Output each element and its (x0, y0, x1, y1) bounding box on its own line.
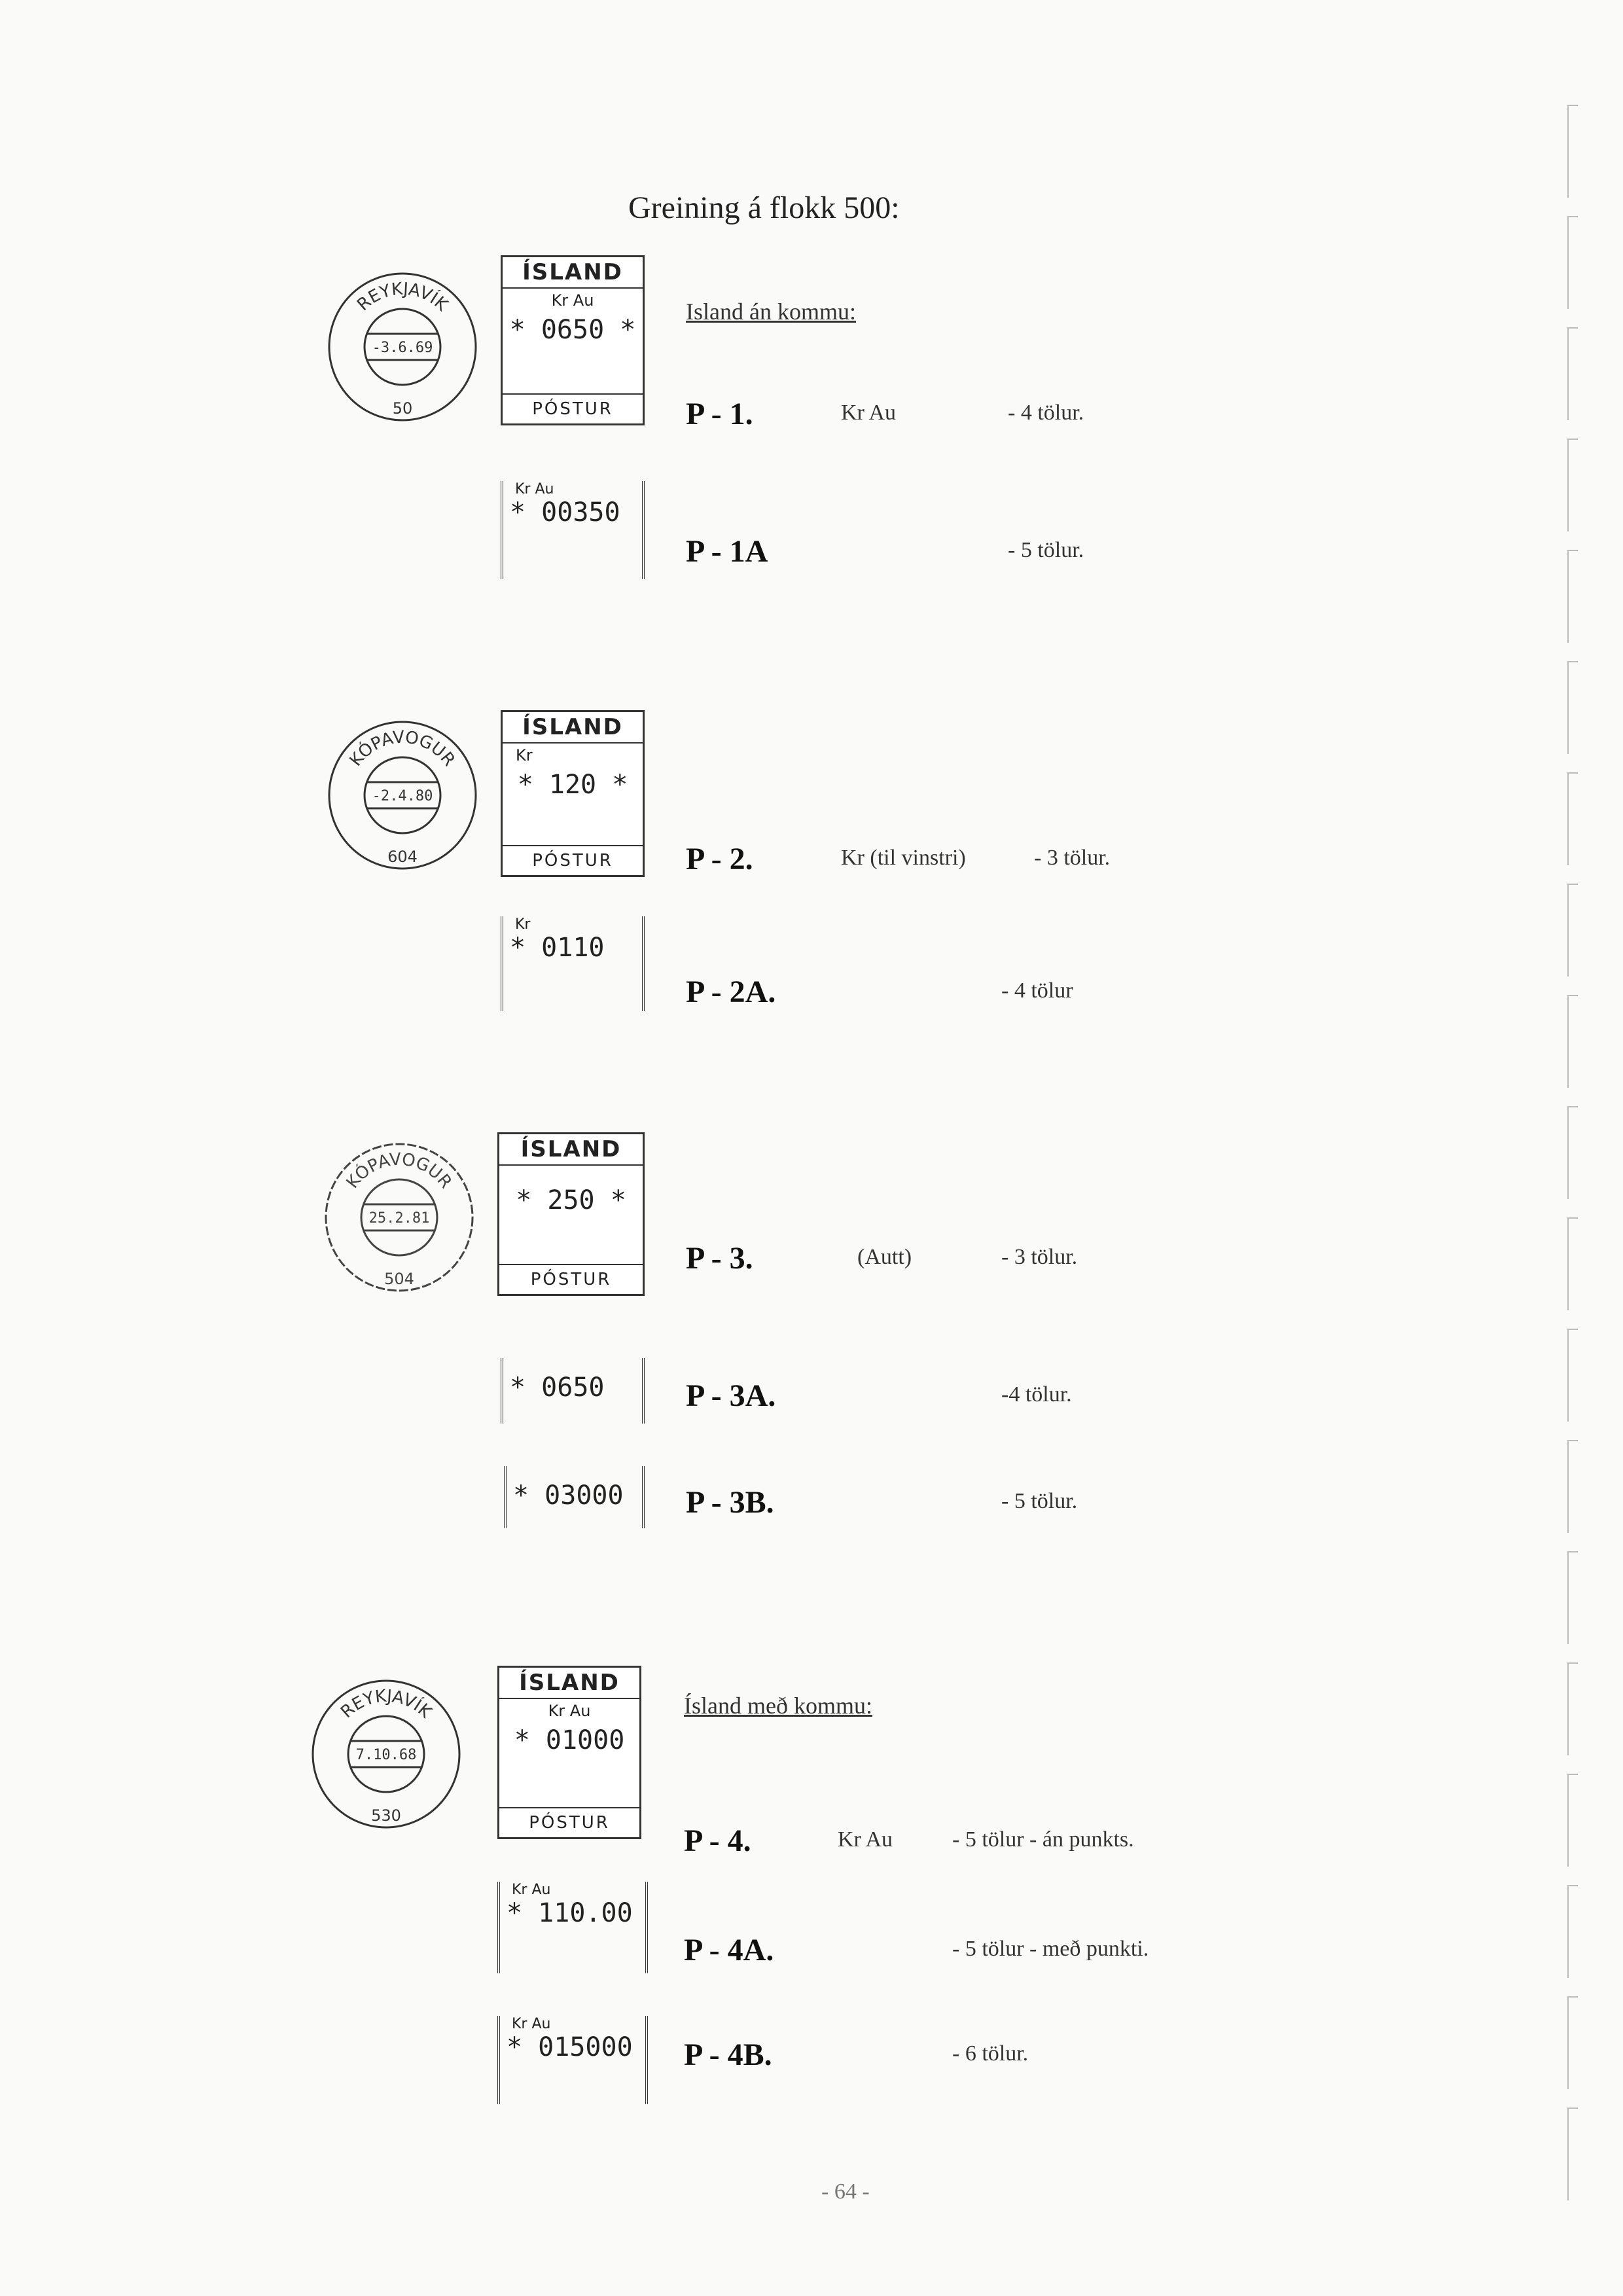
margin-tab (1567, 1440, 1578, 1533)
meter-impression-1 (501, 255, 645, 425)
strip-value: * 0650 (510, 1372, 605, 1403)
postmark-1 (324, 268, 481, 425)
value-strip-5 (497, 1882, 648, 1973)
section-heading-no-comma: Island án kommu: (686, 298, 856, 325)
margin-tab (1567, 772, 1578, 865)
meter-footer: PÓSTUR (499, 1264, 643, 1294)
meter-value: * 120 * (517, 770, 628, 800)
value-strip-6 (497, 2016, 648, 2104)
entry-code: P - 3A. (686, 1378, 776, 1413)
entry-code: P - 4. (684, 1823, 751, 1858)
entry-digits: - 3 tölur. (1034, 846, 1111, 870)
margin-tab (1567, 1885, 1578, 1978)
entry-digits: - 4 tölur (1001, 978, 1073, 1003)
postmark-date: -2.4.80 (372, 788, 433, 804)
margin-tab (1567, 1217, 1578, 1310)
margin-tab (1567, 995, 1578, 1088)
entry-code: P - 3B. (686, 1485, 774, 1520)
entry-code: P - 2A. (686, 975, 776, 1009)
postmark-date: -3.6.69 (372, 340, 433, 356)
postmark-date: 25.2.81 (368, 1210, 430, 1227)
meter-footer: PÓSTUR (503, 393, 643, 423)
postmark-town: REYKJAVÍK (353, 279, 452, 315)
margin-tab (1567, 661, 1578, 754)
value-strip-2 (501, 916, 645, 1011)
postmark-town: KÓPAVOGUR (346, 727, 459, 770)
page-number: - 64 - (821, 2179, 870, 2204)
entry-digits: -4 tölur. (1001, 1382, 1072, 1407)
strip-unit: Kr Au (512, 1882, 551, 1898)
meter-impression-2 (501, 710, 645, 877)
meter-impression-3 (497, 1132, 645, 1296)
margin-tab (1567, 2108, 1578, 2200)
margin-tab (1567, 550, 1578, 643)
entry-desc: Kr Au (838, 1827, 893, 1852)
svg-text:REYKJAVÍK (337, 1687, 435, 1723)
margin-tab (1567, 1774, 1578, 1867)
entry-code: P - 3. (686, 1241, 753, 1276)
meter-unit: Kr (516, 746, 533, 764)
strip-unit: Kr Au (515, 481, 554, 497)
margin-tab (1567, 327, 1578, 420)
page-title: Greining á flokk 500: (628, 190, 900, 225)
entry-digits: - 5 tölur. (1001, 1489, 1078, 1513)
entry-digits: - 6 tölur. (952, 2041, 1029, 2066)
meter-footer: PÓSTUR (499, 1807, 639, 1837)
entry-desc: (Autt) (857, 1245, 912, 1269)
margin-tab (1567, 216, 1578, 309)
strip-value: * 015000 (507, 2032, 633, 2062)
meter-footer: PÓSTUR (503, 845, 643, 875)
margin-tab (1567, 1329, 1578, 1422)
meter-country: ÍSLAND (499, 1668, 639, 1699)
postmark-2 (324, 717, 481, 874)
strip-unit: Kr Au (512, 2016, 551, 2032)
entry-code: P - 1. (686, 397, 753, 431)
entry-digits: - 5 tölur - án punkts. (952, 1827, 1134, 1852)
postmark-number: 50 (392, 399, 413, 418)
svg-text:REYKJAVÍK (353, 279, 452, 315)
postmark-number: 604 (387, 848, 418, 866)
meter-country: ÍSLAND (503, 257, 643, 289)
entry-desc: Kr Au (841, 401, 897, 425)
postmark-4 (308, 1676, 465, 1833)
entry-digits: - 5 tölur - með punkti. (952, 1937, 1149, 1961)
meter-impression-4 (497, 1666, 641, 1839)
entry-code: P - 2. (686, 842, 753, 876)
margin-tab (1567, 439, 1578, 531)
meter-value: * 0650 * (509, 315, 636, 345)
meter-unit: Kr Au (551, 291, 594, 310)
value-strip-4 (504, 1466, 645, 1528)
strip-value: * 110.00 (507, 1898, 633, 1928)
value-strip-1 (501, 481, 645, 579)
entry-desc: Kr (til vinstri) (841, 846, 966, 870)
postmark-town: KÓPAVOGUR (342, 1149, 456, 1193)
postmark-town: REYKJAVÍK (337, 1686, 435, 1723)
margin-tab (1567, 1551, 1578, 1644)
entry-digits: - 3 tölur. (1001, 1245, 1078, 1269)
strip-unit: Kr (515, 916, 531, 933)
margin-tab (1567, 1662, 1578, 1755)
entry-code: P - 1A (686, 534, 768, 569)
entry-code: P - 4A. (684, 1933, 774, 1967)
entry-digits: - 5 tölur. (1008, 538, 1084, 562)
meter-country: ÍSLAND (499, 1134, 643, 1166)
strip-value: * 03000 (513, 1480, 624, 1511)
entry-code: P - 4B. (684, 2037, 772, 2072)
margin-tab (1567, 105, 1578, 198)
postmark-3 (321, 1139, 478, 1296)
margin-tab (1567, 1106, 1578, 1199)
margin-tab (1567, 1996, 1578, 2089)
meter-unit: Kr Au (548, 1702, 591, 1720)
meter-value: * 250 * (516, 1185, 626, 1215)
postmark-number: 530 (371, 1806, 401, 1825)
strip-value: * 00350 (510, 497, 620, 528)
postmark-number: 504 (384, 1270, 414, 1288)
entry-digits: - 4 tölur. (1008, 401, 1084, 425)
strip-value: * 0110 (510, 933, 605, 963)
section-heading-with-comma: Ísland með kommu: (684, 1693, 872, 1719)
postmark-date: 7.10.68 (355, 1747, 417, 1763)
meter-country: ÍSLAND (503, 712, 643, 744)
margin-tab (1567, 884, 1578, 977)
value-strip-3 (501, 1358, 645, 1424)
meter-value: * 01000 (514, 1725, 625, 1755)
